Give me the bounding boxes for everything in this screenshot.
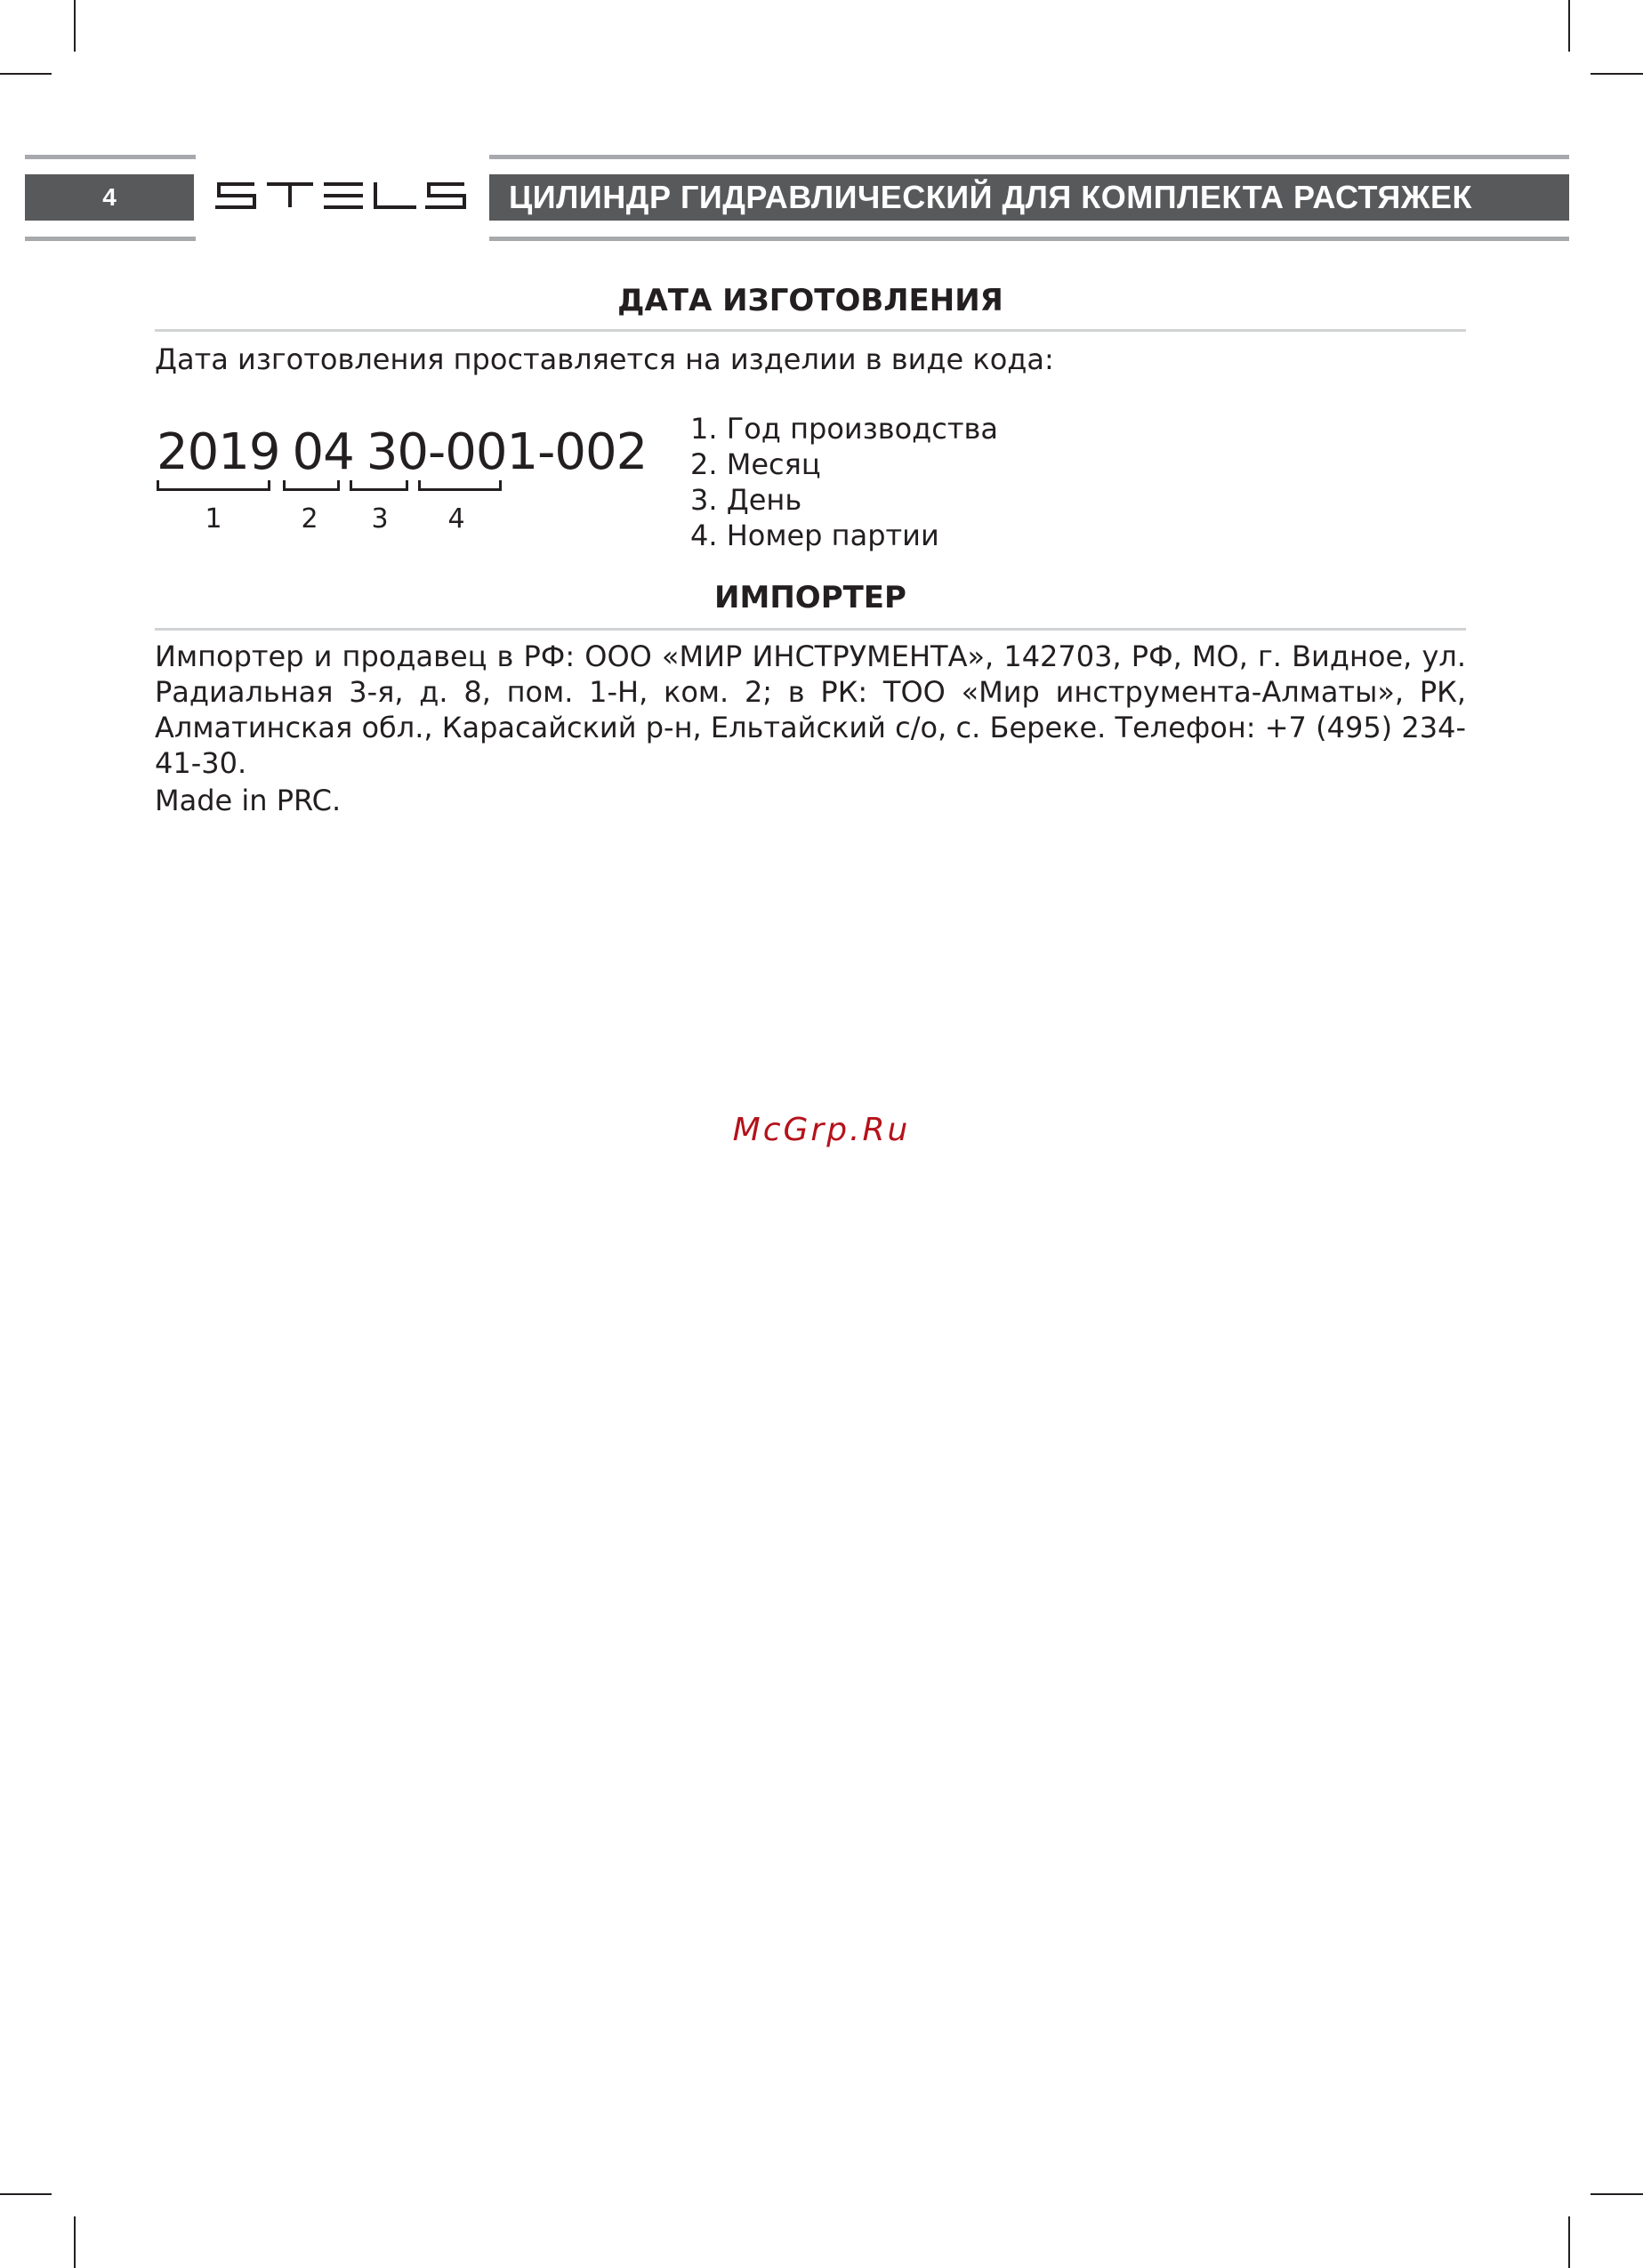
code-legend <box>690 411 998 553</box>
crop-mark <box>0 73 52 75</box>
crop-mark <box>74 0 76 52</box>
code-tail: 002 <box>554 423 648 481</box>
code-marker: 4 <box>447 503 465 535</box>
code-underline-day <box>350 480 408 491</box>
crop-mark <box>1568 2216 1570 2268</box>
code-day: 30 <box>366 423 429 481</box>
document-title: ЦИЛИНДР ГИДРАВЛИЧЕСКИЙ ДЛЯ КОМПЛЕКТА РАСТЯЖЕК <box>509 179 1472 215</box>
code-marker: 1 <box>205 503 222 535</box>
page-number: 4 <box>102 183 117 211</box>
date-intro-text: Дата изготовления проставляется на изделии в виде кода: <box>155 342 1054 376</box>
code-year: 2019 <box>157 423 280 481</box>
section-title-importer: ИМПОРТЕР <box>714 580 906 615</box>
code-marker: 2 <box>301 503 318 535</box>
header-rule-bottom <box>25 237 196 241</box>
code-separator: - <box>428 423 446 481</box>
code-underline-year <box>157 480 270 491</box>
stels-logo <box>213 181 468 211</box>
code-separator: - <box>537 423 555 481</box>
legend-item: 2. Месяц <box>690 447 821 481</box>
code-marker: 3 <box>371 503 389 535</box>
header-rule-bottom <box>489 237 1569 241</box>
importer-text: Импортер и продавец в РФ: ООО «МИР ИНСТРУМЕНТА», 142703, РФ, МО, г. Видное, ул. Радиальная 3-я, д. 8, пом. 1-Н, ком. 2; в РК: ТОО «Мир инструмента-Алматы», РК, Алматинская обл., Карасайский р-н, Ельтайский с/о, с. Береке. Телефон: +7 (495) 234-41-30. <box>155 639 1466 780</box>
section-title-date: ДАТА ИЗГОТОВЛЕНИЯ <box>617 283 1003 318</box>
crop-mark <box>1568 0 1570 52</box>
header-rule-top <box>489 155 1569 159</box>
section-rule <box>155 329 1466 332</box>
header-rule-top <box>25 155 196 159</box>
section-rule <box>155 628 1466 631</box>
crop-mark <box>1591 73 1643 75</box>
crop-mark <box>74 2216 76 2268</box>
code-underline-batch <box>418 480 502 491</box>
legend-item: 4. Номер партии <box>690 519 939 552</box>
date-code <box>157 423 647 481</box>
code-month: 04 <box>292 423 354 481</box>
legend-item: 1. Год производства <box>690 412 998 446</box>
crop-mark <box>0 2193 52 2195</box>
code-batch: 001 <box>445 423 538 481</box>
code-underline-month <box>283 480 340 491</box>
crop-mark <box>1591 2193 1643 2195</box>
watermark: McGrp.Ru <box>732 1112 911 1148</box>
legend-item: 3. День <box>690 483 802 517</box>
made-in-text: Made in PRC. <box>155 784 342 817</box>
